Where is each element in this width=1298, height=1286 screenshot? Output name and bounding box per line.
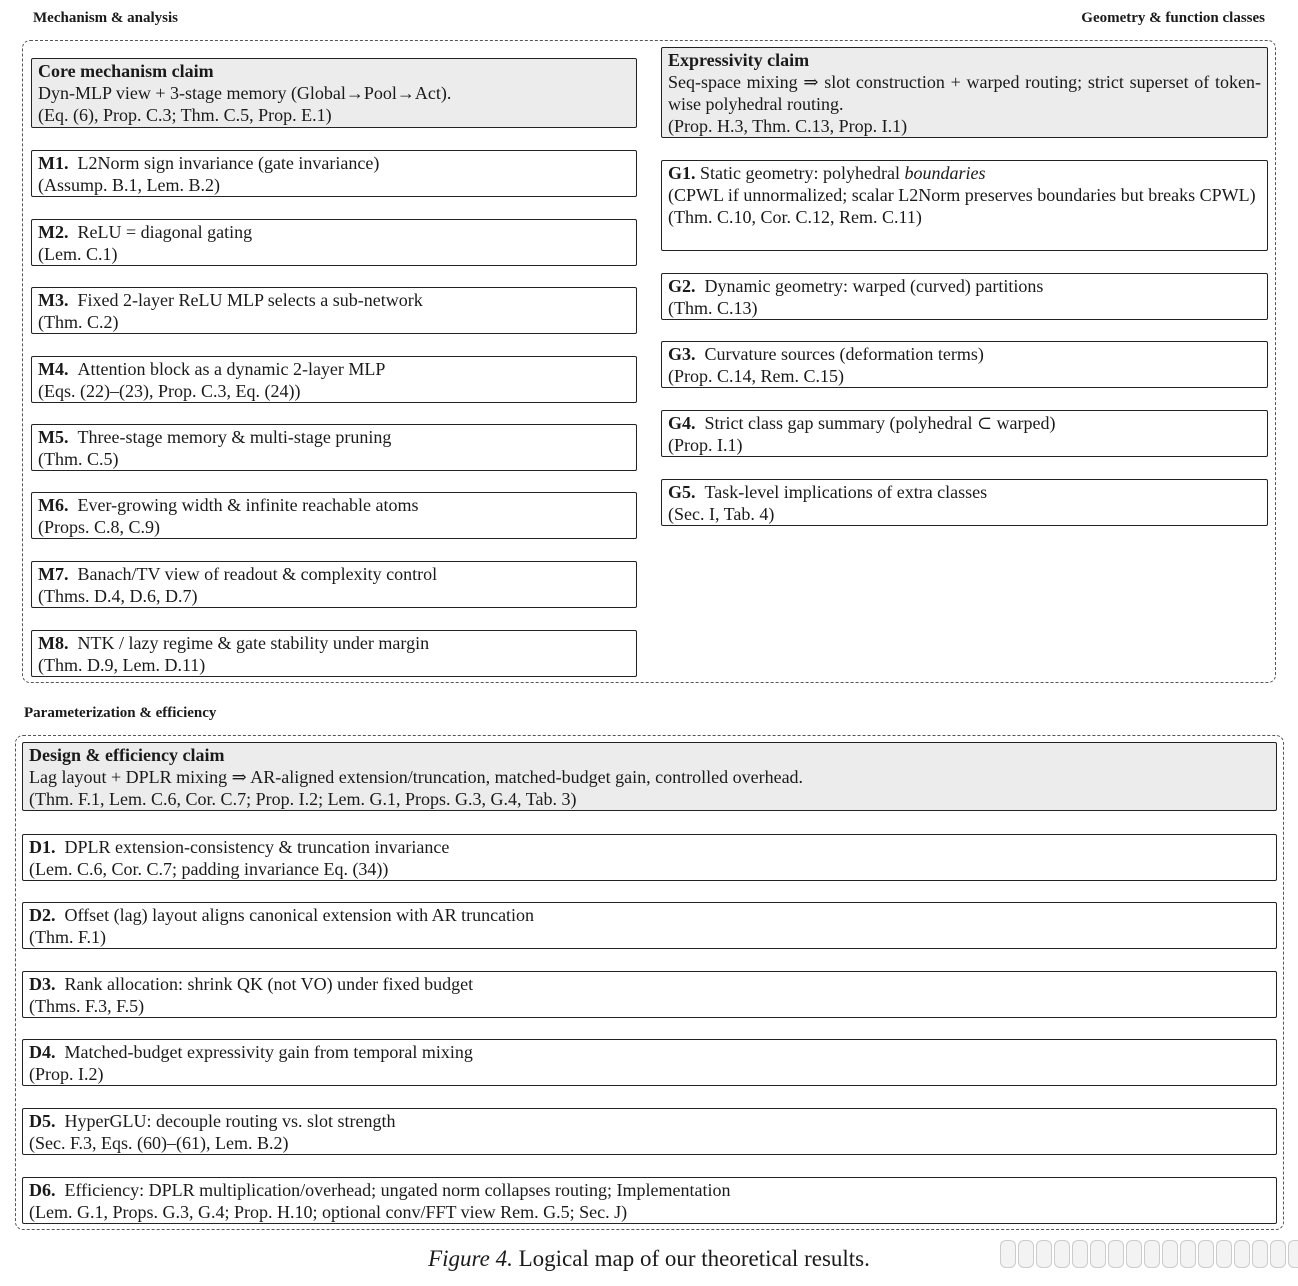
efficiency-item-box — [22, 1177, 1277, 1224]
geometry-item-box — [661, 273, 1268, 320]
item-refs: (Sec. F.3, Eqs. (60)–(61), Lem. B.2) — [29, 1133, 289, 1153]
item-text: Banach/TV view of readout & complexity control — [77, 564, 438, 584]
item-heading — [29, 836, 1270, 858]
item-id: G5. — [668, 482, 696, 502]
claim-line: Seq-space mixing ⇒ slot construction + warped routing; strict superset of token-wise polyhedral routing. — [668, 72, 1261, 114]
efficiency-item-box — [22, 1039, 1277, 1086]
item-id: M3. — [38, 290, 69, 310]
item-heading — [38, 289, 630, 311]
claim-refs: (Prop. H.3, Thm. C.13, Prop. I.1) — [668, 116, 908, 136]
item-text: Ever-growing width & infinite reachable atoms — [77, 495, 419, 515]
core-mechanism-claim-box — [31, 58, 637, 128]
item-id: M5. — [38, 427, 69, 447]
item-id: M2. — [38, 222, 69, 242]
item-heading — [668, 275, 1261, 297]
item-text: L2Norm sign invariance (gate invariance) — [77, 153, 380, 173]
item-heading — [668, 412, 1261, 434]
item-refs: (Sec. I, Tab. 4) — [668, 504, 775, 524]
item-text: Attention block as a dynamic 2-layer MLP — [77, 359, 386, 379]
item-text: Offset (lag) layout aligns canonical extension with AR truncation — [64, 905, 535, 925]
item-refs: (Lem. G.1, Props. G.3, G.4; Prop. H.10; optional conv/FFT view Rem. G.5; Sec. J) — [29, 1202, 628, 1222]
item-id: M1. — [38, 153, 69, 173]
claim-refs: (Thm. F.1, Lem. C.6, Cor. C.7; Prop. I.2; Lem. G.1, Props. G.3, G.4, Tab. 3) — [29, 789, 577, 809]
item-heading — [38, 221, 630, 243]
item-refs: (Prop. C.14, Rem. C.15) — [668, 366, 845, 386]
item-id: G2. — [668, 276, 696, 296]
item-text: Rank allocation: shrink QK (not VO) under fixed budget — [64, 974, 474, 994]
item-text: NTK / lazy regime & gate stability under margin — [77, 633, 430, 653]
geometry-item-box — [661, 410, 1268, 457]
item-heading — [29, 973, 1270, 995]
caption-text: Logical map of our theoretical results. — [512, 1246, 870, 1271]
item-heading — [29, 904, 1270, 926]
item-text: DPLR extension-consistency & truncation invariance — [64, 837, 450, 857]
item-heading — [668, 481, 1261, 503]
claim-line: Lag layout + DPLR mixing ⇒ AR-aligned extension/truncation, matched-budget gain, controlled overhead. — [29, 767, 804, 787]
section-label-geometry: Geometry & function classes — [1081, 10, 1265, 26]
item-id: D1. — [29, 837, 56, 857]
section-label-parameterization: Parameterization & efficiency — [24, 705, 217, 721]
item-id: D4. — [29, 1042, 56, 1062]
mechanism-item-box — [31, 630, 637, 677]
item-refs: (Lem. C.6, Cor. C.7; padding invariance Eq. (34)) — [29, 859, 389, 879]
item-id: M7. — [38, 564, 69, 584]
item-refs: (Props. C.8, C.9) — [38, 517, 161, 537]
efficiency-item-box — [22, 1108, 1277, 1155]
item-refs: (Lem. C.1) — [38, 244, 118, 264]
claim-line: Dyn-MLP view + 3-stage memory (Global→Pool→Act). — [38, 83, 452, 103]
item-heading — [38, 426, 630, 448]
mechanism-item-box — [31, 287, 637, 334]
g1-heading — [668, 162, 1261, 184]
item-text: HyperGLU: decouple routing vs. slot strength — [64, 1111, 396, 1131]
claim-title: Design & efficiency claim — [29, 745, 225, 765]
item-id: M4. — [38, 359, 69, 379]
item-refs: (Thms. F.3, F.5) — [29, 996, 145, 1016]
item-text: ReLU = diagonal gating — [77, 222, 253, 242]
item-id: D3. — [29, 974, 56, 994]
item-refs: (Thm. C.13) — [668, 298, 758, 318]
item-refs: (Eqs. (22)–(23), Prop. C.3, Eq. (24)) — [38, 381, 301, 401]
item-refs: (Thm. F.1) — [29, 927, 107, 947]
g1-refs: (Thm. C.10, Cor. C.12, Rem. C.11) — [668, 207, 922, 227]
item-id: M8. — [38, 633, 69, 653]
watermark — [1000, 1240, 1298, 1268]
claim-title: Core mechanism claim — [38, 61, 214, 81]
section-label-mechanism: Mechanism & analysis — [33, 10, 179, 26]
item-text: Matched-budget expressivity gain from temporal mixing — [64, 1042, 473, 1062]
item-refs: (Thms. D.4, D.6, D.7) — [38, 586, 198, 606]
item-text: Efficiency: DPLR multiplication/overhead; ungated norm collapses routing; Implementation — [64, 1180, 731, 1200]
item-heading — [668, 343, 1261, 365]
item-refs: (Prop. I.1) — [668, 435, 743, 455]
g1-box — [661, 160, 1268, 251]
item-id: D5. — [29, 1111, 56, 1131]
g1-detail: (CPWL if unnormalized; scalar L2Norm preserves boundaries but breaks CPWL) — [668, 185, 1256, 205]
g1-text: Static geometry: polyhedral — [700, 163, 905, 183]
item-id: M6. — [38, 495, 69, 515]
geometry-item-box — [661, 341, 1268, 388]
mechanism-item-box — [31, 150, 637, 197]
item-refs: (Thm. D.9, Lem. D.11) — [38, 655, 206, 675]
item-text: Dynamic geometry: warped (curved) partitions — [704, 276, 1044, 296]
item-refs: (Thm. C.2) — [38, 312, 119, 332]
item-heading — [29, 1110, 1270, 1132]
item-heading — [38, 358, 630, 380]
item-id: D6. — [29, 1180, 56, 1200]
item-heading — [38, 494, 630, 516]
g1-text-emphasis: boundaries — [904, 163, 986, 183]
mechanism-item-box — [31, 219, 637, 266]
item-refs: (Prop. I.2) — [29, 1064, 104, 1084]
efficiency-item-box — [22, 902, 1277, 949]
figure-label: Figure 4. — [428, 1246, 513, 1271]
efficiency-item-box — [22, 971, 1277, 1018]
item-text: Task-level implications of extra classes — [704, 482, 988, 502]
geometry-item-box — [661, 479, 1268, 526]
item-heading — [29, 1041, 1270, 1063]
claim-refs: (Eq. (6), Prop. C.3; Thm. C.5, Prop. E.1) — [38, 105, 332, 125]
item-heading — [38, 152, 630, 174]
mechanism-item-box — [31, 424, 637, 471]
item-text: Curvature sources (deformation terms) — [704, 344, 984, 364]
item-id: G3. — [668, 344, 696, 364]
item-heading — [38, 563, 630, 585]
item-refs: (Thm. C.5) — [38, 449, 119, 469]
mechanism-item-box — [31, 356, 637, 403]
mechanism-item-box — [31, 492, 637, 539]
expressivity-claim-box — [661, 47, 1268, 138]
item-heading — [29, 1179, 1270, 1201]
item-heading — [38, 632, 630, 654]
mechanism-item-box — [31, 561, 637, 608]
item-refs: (Assump. B.1, Lem. B.2) — [38, 175, 220, 195]
item-id: D2. — [29, 905, 56, 925]
efficiency-item-box — [22, 834, 1277, 881]
item-id: G4. — [668, 413, 696, 433]
claim-title: Expressivity claim — [668, 50, 810, 70]
item-text: Fixed 2-layer ReLU MLP selects a sub-network — [77, 290, 423, 310]
g1-id: G1. — [668, 163, 696, 183]
design-efficiency-claim-box — [22, 742, 1277, 811]
item-text: Three-stage memory & multi-stage pruning — [77, 427, 392, 447]
item-text: Strict class gap summary (polyhedral ⊂ warped) — [704, 413, 1056, 433]
